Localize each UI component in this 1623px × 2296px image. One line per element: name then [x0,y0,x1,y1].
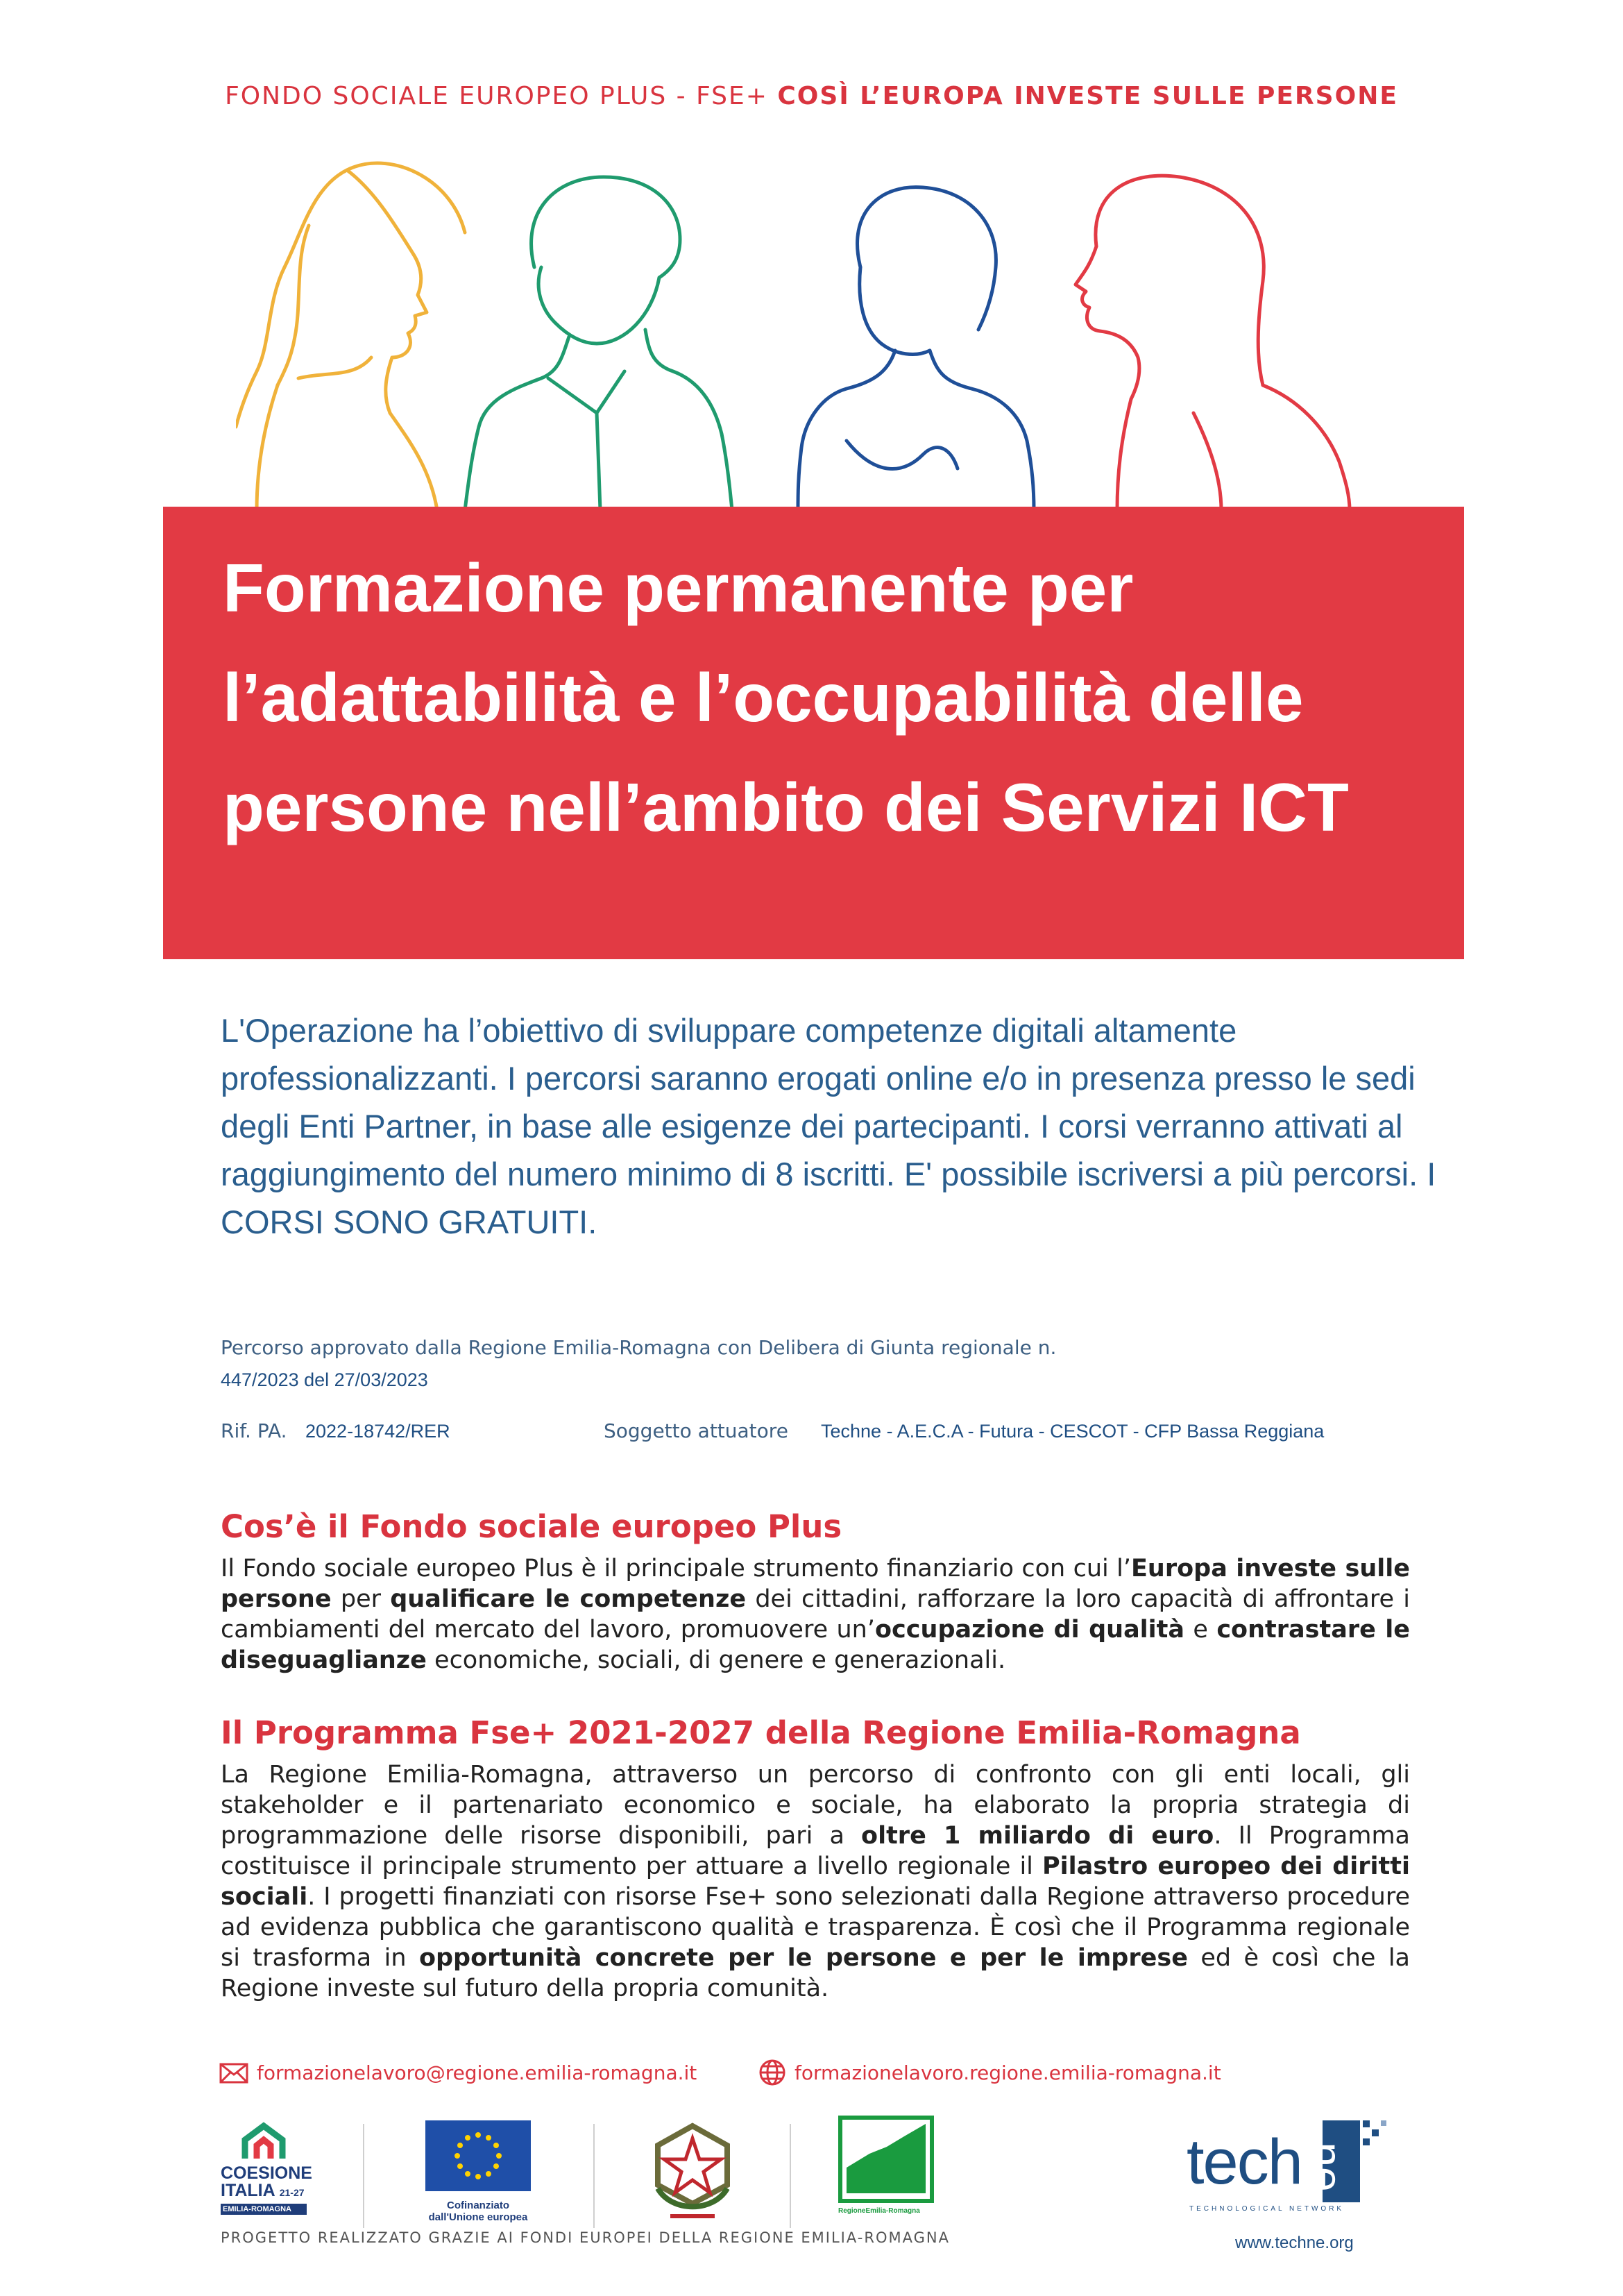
regione-emilia-romagna-mark-icon [838,2116,934,2214]
soggetto-attuatore-value: Techne - A.E.C.A - Futura - CESCOT - CFP Bassa Reggiana [821,1421,1325,1442]
approval-value: 447/2023 del 27/03/2023 [221,1369,428,1390]
logo-separator [593,2124,595,2228]
section1-body: Il Fondo sociale europeo Plus è il principale strumento finanziario con cui l’Europa investe sulle persone per qualificare le competenze dei cittadini, rafforzare la loro capacità di affrontare i cambiamenti del mercato del lavoro, promuovere un’occupazione di qualità e contrastare le diseguaglianze economiche, sociali, di genere e generazionali. [221,1555,1411,1674]
rif-pa-value: 2022-18742/RER [305,1421,450,1442]
red-person-outline [1076,176,1350,510]
regione-emilia-romagna-logo: RegioneEmilia-Romagna [838,2116,934,2215]
page-title: Formazione permanente per l’adattabilità e l’occupabilità delle persone nell’ambito dei Servizi ICT [223,550,1349,845]
section2-title: Il Programma Fse+ 2021-2027 della Regione Emilia-Romagna [221,1714,1301,1751]
mail-icon [219,2062,248,2084]
coesione-mark-icon [221,2120,311,2162]
header-fund-name: FONDO SOCIALE EUROPEO PLUS - FSE+ [225,82,768,110]
italian-republic-emblem-icon [644,2119,741,2223]
header-slogan: COSÌ L’EUROPA INVESTE SULLE PERSONE [777,82,1398,110]
green-person-outline [465,177,732,510]
section1-title: Cos’è il Fondo sociale europeo Plus [221,1508,842,1545]
logo-separator [790,2124,791,2228]
techne-ne-block: ne [1323,2120,1360,2202]
techne-logo: tech ne TECHNOLOGICAL NETWORK [1187,2120,1409,2225]
techne-website[interactable]: www.techne.org [1235,2234,1354,2252]
section2-body: La Regione Emilia-Romagna, attraverso un percorso di confronto con gli enti locali, gli stakeholder e il partenariato economico e sociale, ha elaborato la propria strategia di programmazione delle risorse disponibili, pari a oltre 1 miliardo di euro. Il Programma costituisce il principale strumento per attuare a livello regionale il Pilastro europeo dei diritti sociali. I progetti finanziati con risorse Fse+ sono selezionati dalla Regione attraverso procedure ad evidenza pubblica che garantiscono qualità e trasparenza. È così che il Programma regionale si trasforma in opportunità concrete per le persone e per le imprese ed è così che la Regione investe sul futuro della propria comunità. [221,1761,1410,2002]
intro-paragraph: L'Operazione ha l’obiettivo di sviluppare competenze digitali altamente professionalizzanti. I percorsi saranno erogati online e/o in presenza presso le sedi degli Enti Partner, in base alle esigenze dei partecipanti. I corsi verranno attivati al raggiungimento del numero minimo di 8 iscritti. E' possibile iscriversi a più percorsi. I CORSI SONO GRATUITI. [221,1012,1436,1240]
email-contact[interactable] [219,2061,697,2084]
logo-separator [363,2124,364,2228]
soggetto-attuatore-label: Soggetto attuatore [604,1419,788,1442]
coesione-italia-logo: COESIONE ITALIA 21-27 EMILIA-ROMAGNA [221,2120,311,2225]
footer-note: PROGETTO REALIZZATO GRAZIE AI FONDI EUROPEI DELLA REGIONE EMILIA-ROMAGNA [221,2229,950,2246]
rif-pa-label: Rif. PA. [221,1419,287,1442]
globe-icon [758,2059,786,2086]
web-contact[interactable] [758,2059,1221,2086]
techne-dots-icon [1363,2120,1388,2145]
eu-flag-icon [425,2120,531,2191]
people-illustration [236,149,1402,510]
approval-label: Percorso approvato dalla Regione Emilia-Romagna con Delibera di Giunta regionale n. [221,1336,1057,1359]
top-header [0,82,1623,110]
title-banner [163,507,1464,959]
blue-person-outline [798,187,1034,510]
website-link[interactable]: formazionelavoro.regione.emilia-romagna.it [794,2061,1221,2084]
eu-logo: Cofinanziato dall'Unione europea [425,2120,531,2223]
yellow-person-outline [236,163,465,510]
email-link[interactable]: formazionelavoro@regione.emilia-romagna.it [257,2061,697,2084]
